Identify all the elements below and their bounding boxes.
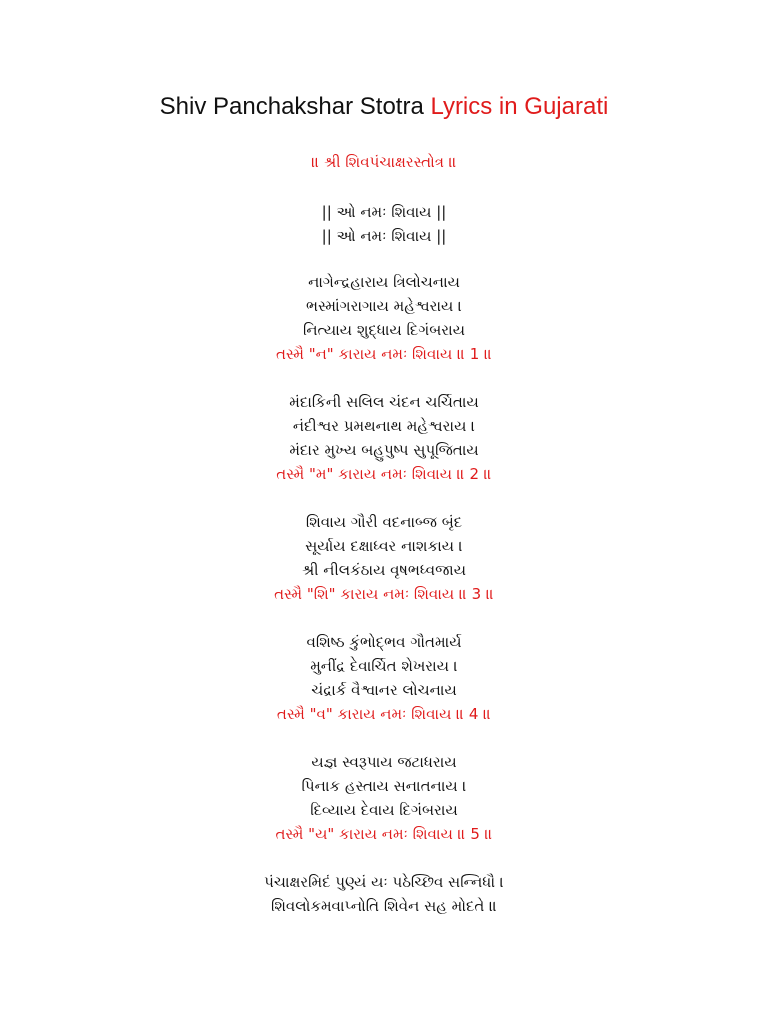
verse-line: ચંદ્રાર્ક વૈશ્વાનર લોચનાય: [311, 681, 457, 699]
verse-line: નિત્યાય શુદ્ધાય દિગંબરાય: [302, 321, 465, 339]
stotra-heading: ॥ શ્રી શિવપંચાક્ષરસ્તોત્ર ॥: [311, 153, 457, 171]
verse-line: મંદાર મુખ્ય બહુપુષ્પ સુપૂજિતાય: [289, 441, 479, 459]
verse-1: [0, 270, 768, 366]
verse-line: ભસ્માંગરાગાય મહેશ્વરાય ।: [305, 297, 463, 315]
verse-refrain: તસ્મૈ "ન" કારાય નમઃ શિવાય ॥ 1 ॥: [275, 345, 492, 363]
closing-block: [0, 870, 768, 918]
invocation-line: || ઓ નમઃ શિવાય ||: [321, 227, 447, 245]
page-title: [0, 90, 768, 124]
verse-line: નંદીશ્વર પ્રમથનાથ મહેશ્વરાય ।: [292, 417, 476, 435]
verse-5: [0, 750, 768, 846]
verse-line: મંદાકિની સલિલ ચંદન ચર્ચિતાય: [289, 393, 479, 411]
verse-line: શિવાય ગૌરી વદનાબ્જ બૃંદ: [305, 513, 463, 531]
verse-2: [0, 390, 768, 486]
verse-refrain: તસ્મૈ "વ" કારાય નમઃ શિવાય ॥ 4 ॥: [276, 705, 492, 723]
verse-line: નાગેન્દ્રહારાય ત્રિલોચનાય: [308, 273, 460, 291]
verse-4: [0, 630, 768, 726]
verse-refrain: તસ્મૈ "ય" કારાય નમઃ શિવાય ॥ 5 ॥: [275, 825, 493, 843]
verse-3: [0, 510, 768, 606]
title-main: Shiv Panchakshar Stotra: [159, 93, 424, 120]
closing-line: શિવલોકમવાપ્નોતિ શિવેન સહ મોદતે ॥: [270, 897, 498, 915]
stotra-heading-block: [0, 150, 768, 174]
verse-line: વશિષ્ઠ કુંભોદ્ભવ ગૌતમાર્ય: [306, 633, 462, 651]
title-accent: Lyrics in Gujarati: [430, 93, 609, 120]
verse-refrain: તસ્મૈ "મ" કારાય નમઃ શિવાય ॥ 2 ॥: [276, 465, 492, 483]
verse-line: યજ્ઞ સ્વરૂપાય જટાધરાય: [311, 753, 457, 771]
verse-line: દિવ્યાય દેવાય દિગંબરાય: [310, 801, 458, 819]
verse-line: મુનીંદ્ર દેવાર્ચિત શેખરાય ।: [310, 657, 458, 675]
verse-refrain: તસ્મૈ "શિ" કારાય નમઃ શિવાય ॥ 3 ॥: [274, 585, 494, 603]
verse-line: શ્રી નીલકંઠાય વૃષભધ્વજાય: [302, 561, 466, 579]
verse-line: પિનાક હસ્તાય સનાતનાય ।: [301, 777, 467, 795]
closing-line: પંચાક્ષરમિદં પુણ્યં યઃ પઠેચ્છિવ સન્નિધૌ ।: [264, 873, 504, 891]
verse-line: સૂર્યાય દક્ષાધ્વર નાશકાય ।: [305, 537, 463, 555]
invocation-line: || ઓ નમઃ શિવાય ||: [321, 203, 447, 221]
invocation-block: [0, 200, 768, 248]
